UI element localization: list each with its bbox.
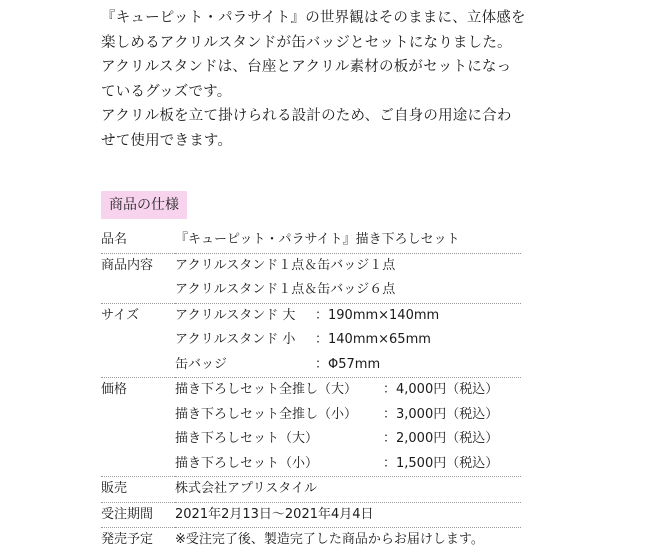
spec-value: アクリルスタンド１点＆缶バッジ１点 [175, 257, 396, 273]
spec-row-seller [101, 477, 521, 503]
spec-value: アクリルスタンド１点＆缶バッジ６点 [175, 282, 396, 297]
price-value: ：1,500円（税込） [383, 455, 499, 471]
spec-row-order-period [101, 502, 521, 528]
spec-row-contents [101, 253, 521, 303]
spec-value: 『キューピット・パラサイト』描き下ろしセット [175, 232, 460, 247]
size-value: ：190mm×140mm [315, 307, 440, 323]
spec-label: 販売 [101, 481, 128, 496]
price-item: 描き下ろしセット（小） [175, 455, 319, 471]
spec-label: 受注期間 [101, 506, 154, 522]
price-line [175, 427, 521, 452]
price-line [175, 452, 521, 477]
description-line: ているグッズです。 [101, 83, 232, 100]
spec-row-price [101, 378, 521, 477]
description-line: アクリルスタンドは、台座とアクリル素材の板がセットになっ [101, 59, 512, 75]
spec-row-name [101, 228, 521, 253]
size-item: アクリルスタンド 大 [175, 307, 296, 323]
price-item: 描き下ろしセット全推し（大） [175, 382, 358, 397]
size-line [175, 304, 521, 329]
spec-row-size [101, 303, 521, 378]
size-item: 缶バッジ [175, 356, 228, 372]
size-line [175, 353, 521, 378]
description-line: アクリル板を立て掛けられる設計のため、ご自身の用途に合わ [101, 108, 512, 124]
spec-table [101, 228, 521, 553]
spec-label: 品名 [101, 232, 128, 247]
price-item: 描き下ろしセット（大） [175, 431, 319, 446]
size-line [175, 328, 521, 353]
description-line: 楽しめるアクリルスタンドが缶バッジとセットになりました。 [101, 34, 512, 51]
price-value: ：4,000円（税込） [383, 382, 499, 397]
price-item: 描き下ろしセット全推し（小） [175, 406, 358, 422]
price-line [175, 403, 521, 428]
spec-section-heading: 商品の仕様 [101, 191, 187, 219]
spec-value: ※受注完了後、製造完了した商品からお届けします。 [175, 532, 484, 547]
price-line [175, 378, 521, 403]
size-item: アクリルスタンド 小 [175, 332, 296, 347]
spec-value: 株式会社アプリスタイル [175, 481, 317, 496]
price-value: ：3,000円（税込） [383, 406, 499, 422]
spec-label: サイズ [101, 307, 139, 323]
description-line: せて使用できます。 [101, 132, 233, 149]
product-description [101, 6, 561, 153]
spec-label: 価格 [101, 382, 128, 397]
price-value: ：2,000円（税込） [383, 431, 499, 446]
size-value: ：Φ57mm [315, 356, 381, 372]
description-line: 『キューピット・パラサイト』の世界観はそのままに、立体感を [101, 10, 526, 26]
spec-label: 発売予定 [101, 532, 154, 547]
spec-row-release [101, 528, 521, 553]
size-value: ：140mm×65mm [315, 332, 431, 347]
spec-value: 2021年2月13日～2021年4月4日 [175, 506, 374, 522]
spec-label: 商品内容 [101, 257, 154, 273]
